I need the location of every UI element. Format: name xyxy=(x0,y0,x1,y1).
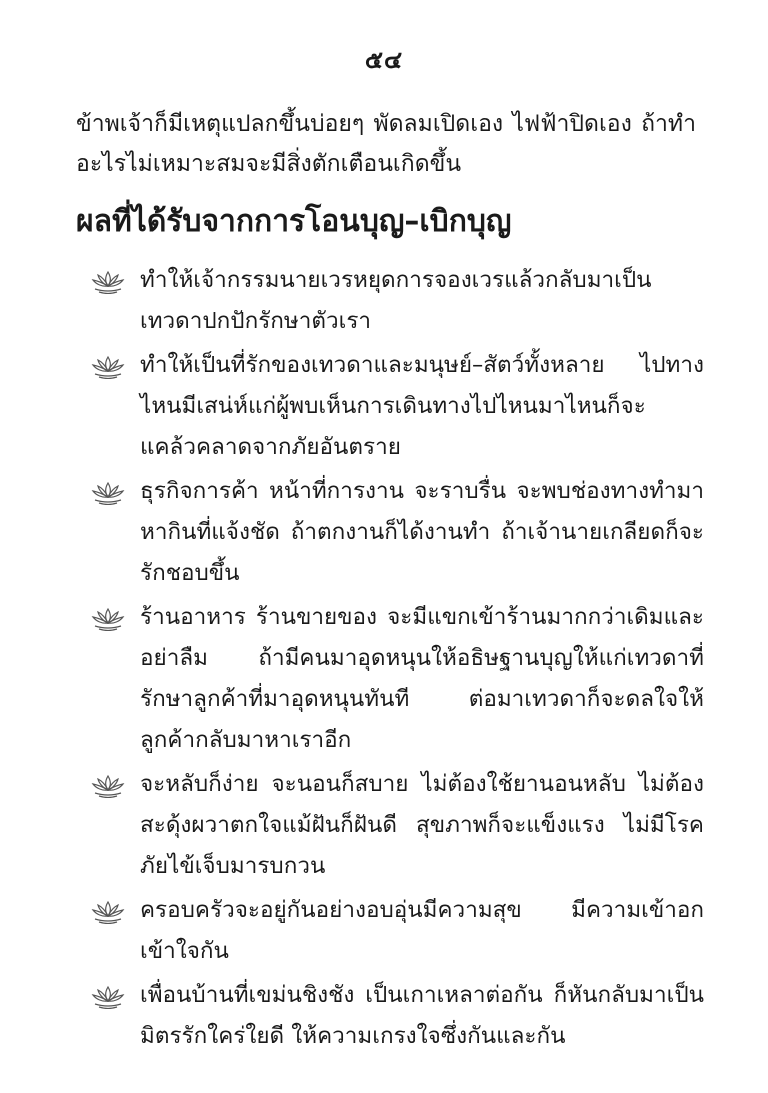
lotus-icon xyxy=(90,605,126,631)
lotus-icon xyxy=(90,268,126,294)
intro-paragraph: ข้าพเจ้าก็มีเหตุแปลกขึ้นบ่อยๆ พัดลมเปิดเอง ไฟฟ้าปิดเอง ถ้าทำอะไรไม่เหมาะสมจะมีสิ่งตักเตือนเกิดขึ้น xyxy=(76,111,696,177)
lotus-icon xyxy=(90,772,126,798)
list-item xyxy=(90,890,704,972)
list-item xyxy=(90,471,704,594)
list-item-text: จะหลับก็ง่าย จะนอนก็สบาย ไม่ต้องใช้ยานอนหลับ ไม่ต้องสะดุ้งผวาตกใจแม้ฝันก็ฝันดี สุขภาพก็จะแข็งแรง ไม่มีโรคภัยไข้เจ็บมารบกวน xyxy=(140,771,704,879)
list-item xyxy=(90,975,704,1057)
benefits-list xyxy=(90,260,704,1060)
list-item-text: ครอบครัวจะอยู่กันอย่างอบอุ่นมีความสุข มีความเข้าอกเข้าใจกัน xyxy=(140,897,704,964)
list-item-text: เพื่อนบ้านที่เขม่นชิงชัง เป็นเกาเหลาต่อกัน ก็หันกลับมาเป็นมิตรรักใคร่ใยดี ให้ความเกรงใจซึ่งกันและกัน xyxy=(140,982,704,1049)
lotus-icon xyxy=(90,983,126,1009)
lotus-icon xyxy=(90,479,126,505)
page-number: ๕๔ xyxy=(364,46,404,74)
list-item-text: ทำให้เป็นที่รักของเทวดาและมนุษย์–สัตว์ทั้งหลาย ไปทางไหนมีเสน่ห์แก่ผู้พบเห็นการเดินทางไปไหนมาไหนก็จะแคล้วคลาดจากภัยอันตราย xyxy=(140,352,704,460)
lotus-icon xyxy=(90,898,126,924)
list-item xyxy=(90,597,704,761)
list-item-text: ธุรกิจการค้า หน้าที่การงาน จะราบรื่น จะพบช่องทางทำมาหากินที่แจ้งชัด ถ้าตกงานก็ได้งานทำ ถ้าเจ้านายเกลียดก็จะรักชอบขึ้น xyxy=(140,478,704,586)
lotus-icon xyxy=(90,353,126,379)
list-item xyxy=(90,260,704,342)
section-heading: ผลที่ได้รับจากการโอนบุญ–เบิกบุญ xyxy=(76,204,512,239)
list-item xyxy=(90,764,704,887)
list-item-text: ร้านอาหาร ร้านขายของ จะมีแขกเข้าร้านมากกว่าเดิมและอย่าลืม ถ้ามีคนมาอุดหนุนให้อธิษฐานบุญให้แก่เทวดาที่รักษาลูกค้าที่มาอุดหนุนทันที ต่อมาเทวดาก็จะดลใจให้ลูกค้ากลับมาหาเราอีก xyxy=(140,604,704,753)
list-item xyxy=(90,345,704,468)
list-item-text: ทำให้เจ้ากรรมนายเวรหยุดการจองเวรแล้วกลับมาเป็นเทวดาปกปักรักษาตัวเรา xyxy=(140,267,652,334)
